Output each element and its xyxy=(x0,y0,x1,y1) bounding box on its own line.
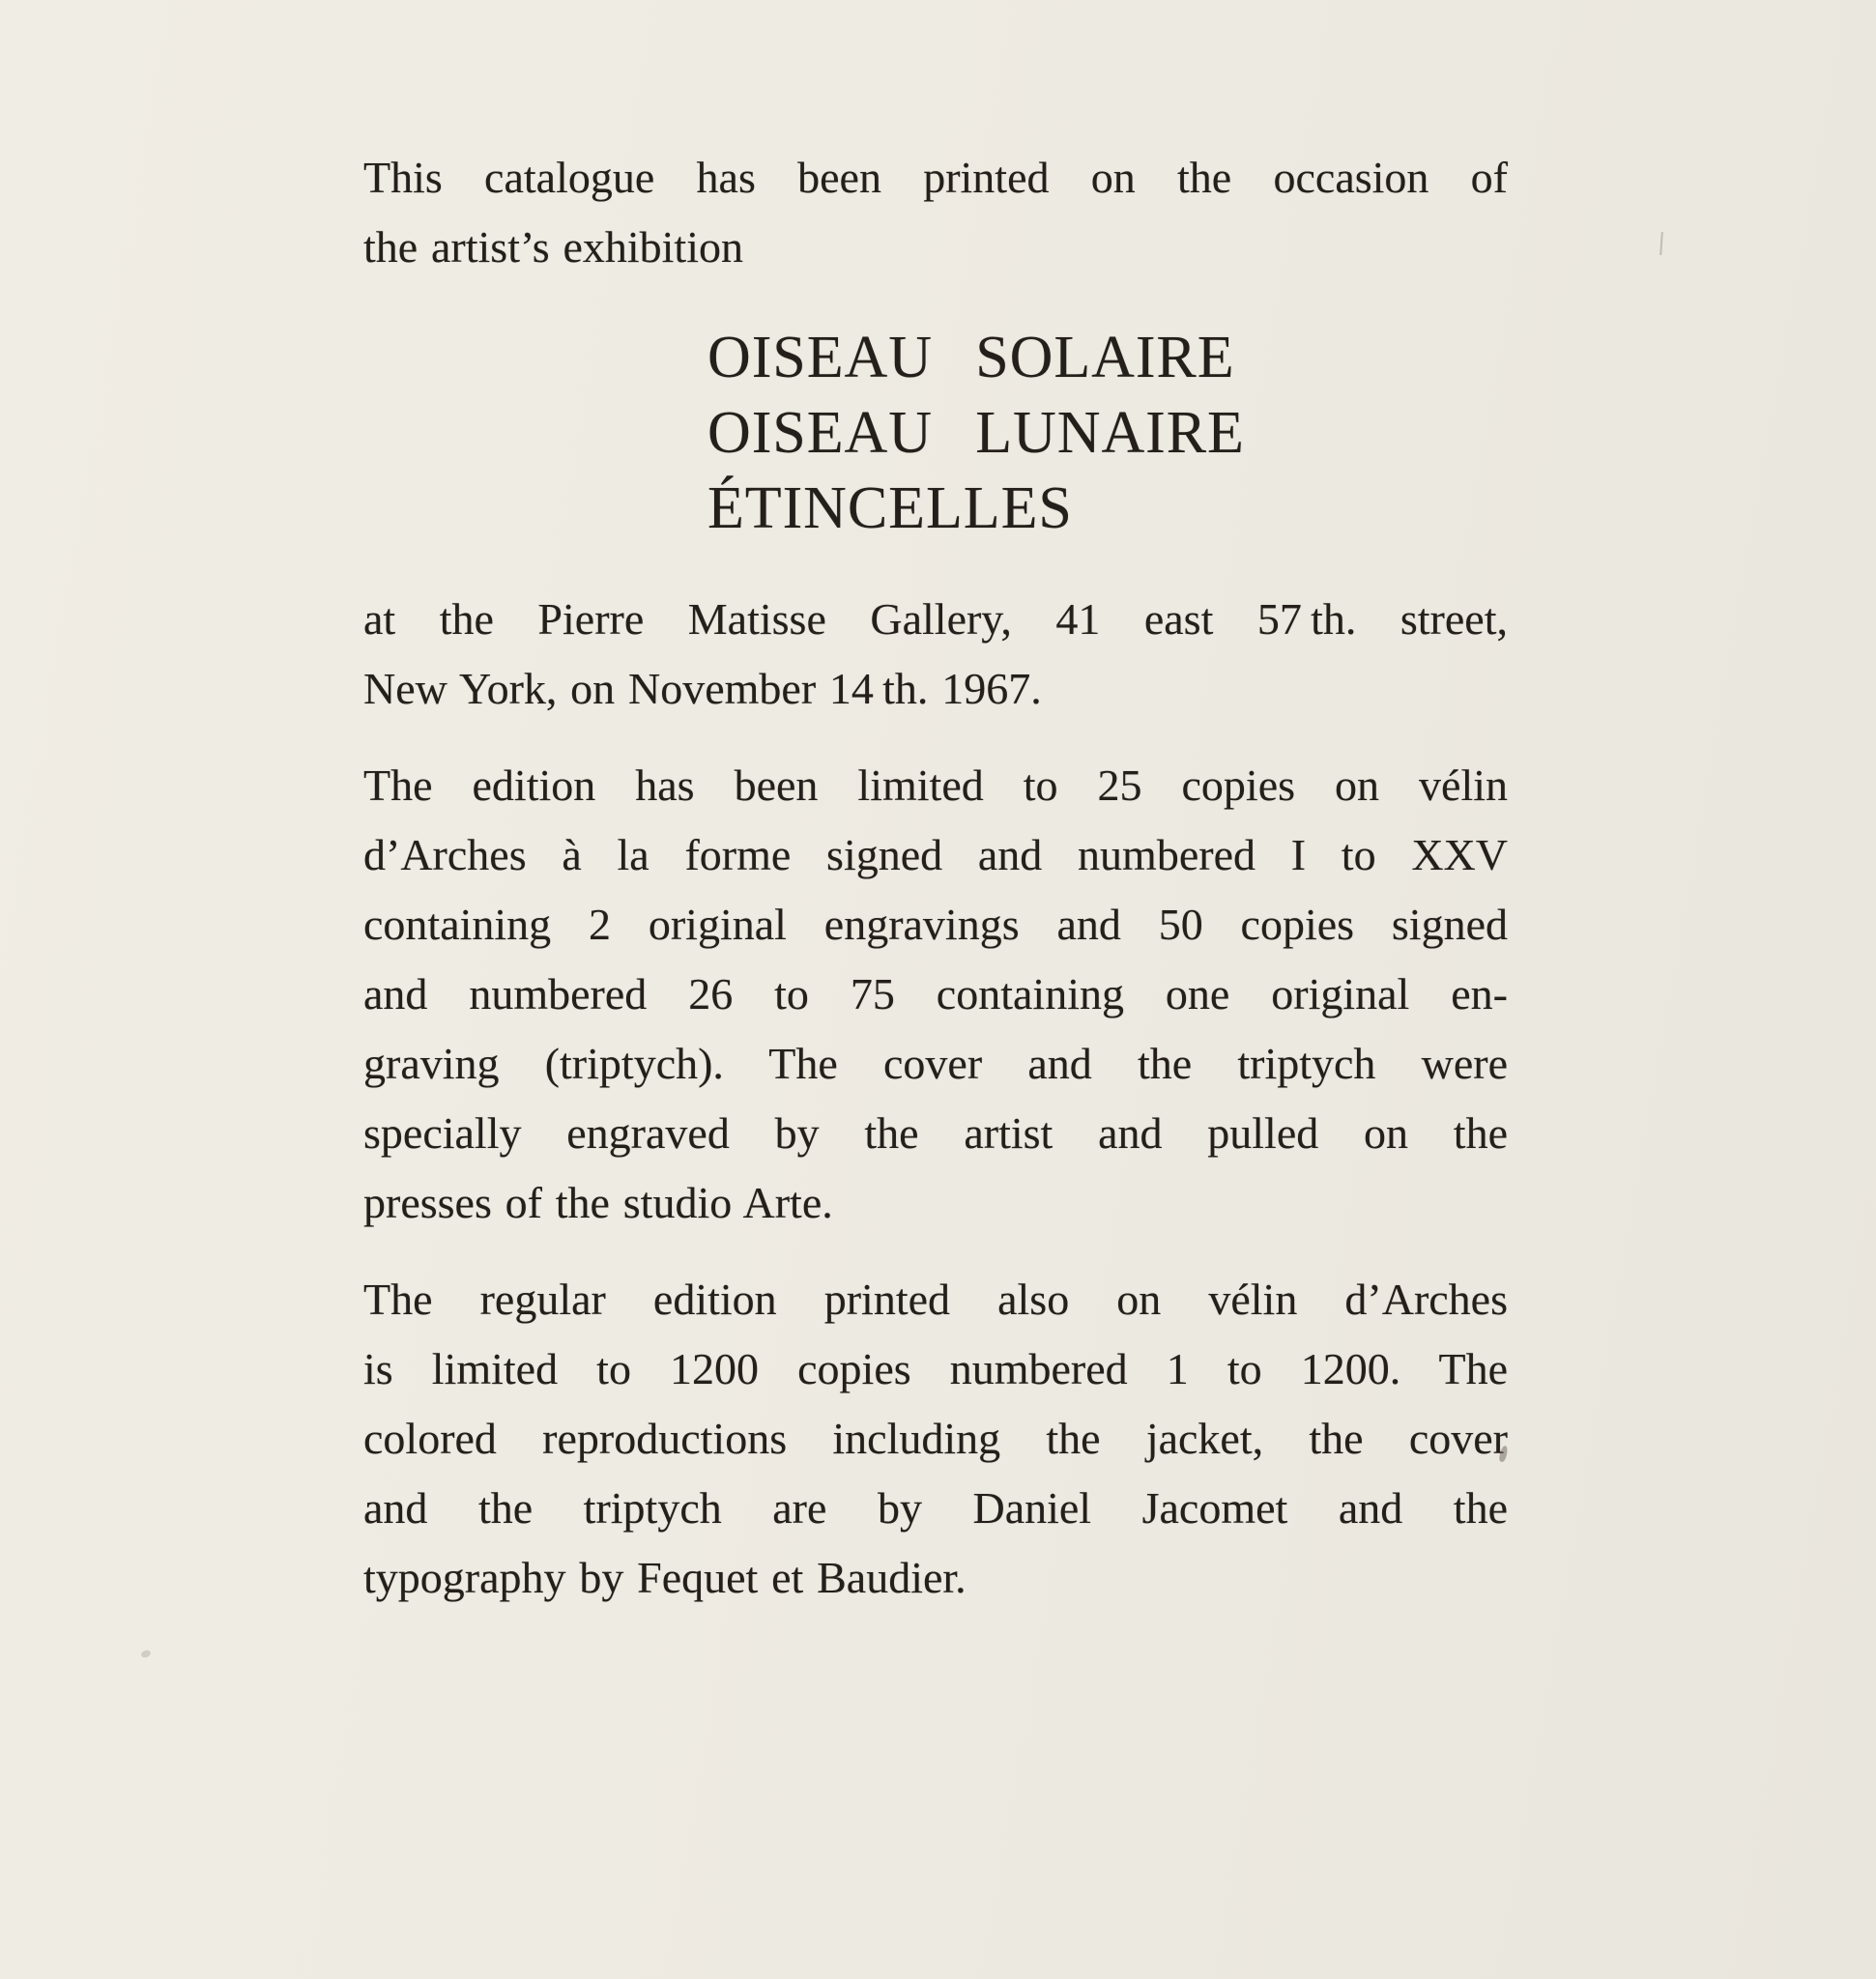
text-line: The edition has been limited to 25 copies on vélin xyxy=(363,760,1508,810)
exhibition-titles xyxy=(363,320,1508,546)
text-line: d’Arches à la forme signed and numbered I to XXV xyxy=(363,830,1508,879)
gallery-paragraph xyxy=(363,585,1508,724)
text-line: typography by Fequet et Baudier. xyxy=(363,1553,967,1602)
title-oiseau-lunaire: OISEAU LUNAIRE xyxy=(707,400,1245,466)
limited-edition-paragraph xyxy=(363,751,1508,1238)
text-line: and numbered 26 to 75 containing one original en- xyxy=(363,969,1508,1018)
text-line: presses of the studio Arte. xyxy=(363,1178,833,1227)
text-line: specially engraved by the artist and pulled on the xyxy=(363,1108,1508,1158)
paper-speck xyxy=(140,1649,152,1659)
paper-speck xyxy=(1660,232,1663,255)
title-oiseau-solaire: OISEAU SOLAIRE xyxy=(707,325,1235,390)
text-line: The regular edition printed also on vélin d’Arches xyxy=(363,1275,1508,1324)
regular-edition-paragraph xyxy=(363,1265,1508,1613)
text-line: graving (triptych). The cover and the triptych were xyxy=(363,1039,1508,1088)
text-line: at the Pierre Matisse Gallery, 41 east 57 th. street, xyxy=(363,594,1508,644)
text-line: the artist’s exhibition xyxy=(363,222,743,272)
intro-paragraph xyxy=(363,143,1508,282)
text-line: is limited to 1200 copies numbered 1 to 1200. The xyxy=(363,1344,1508,1393)
text-line: and the triptych are by Daniel Jacomet and the xyxy=(363,1483,1508,1533)
text-line: containing 2 original engravings and 50 copies signed xyxy=(363,900,1508,949)
title-etincelles: ÉTINCELLES xyxy=(707,475,1073,541)
text-line: New York, on November 14 th. 1967. xyxy=(363,664,1042,713)
text-line: This catalogue has been printed on the occasion of xyxy=(363,153,1508,202)
colophon-text xyxy=(363,143,1508,1613)
text-line: colored reproductions including the jacket, the cover xyxy=(363,1414,1508,1463)
